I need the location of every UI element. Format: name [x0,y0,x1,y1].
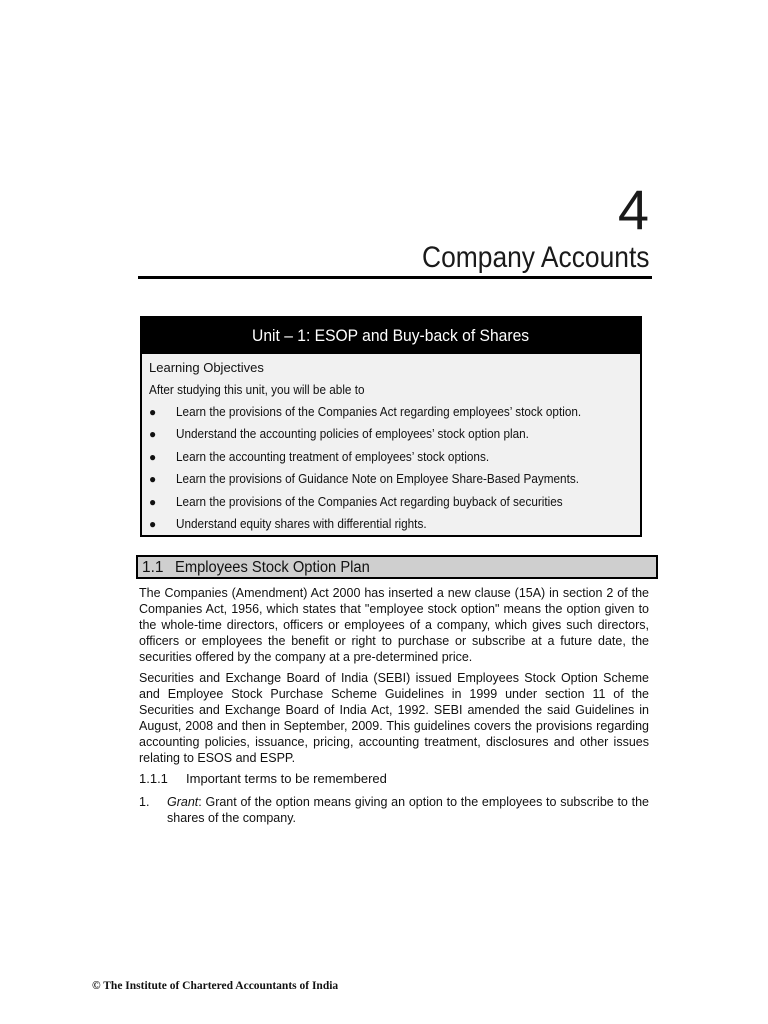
section-heading [136,555,658,579]
section-title: Employees Stock Option Plan [175,559,370,576]
title-divider [138,276,652,279]
footer-copyright: © The Institute of Chartered Accountants of India [92,980,339,992]
term-number: 1. [139,795,150,809]
term-body [167,794,649,826]
unit-header-text: Unit – 1: ESOP and Buy-back of Shares [252,326,530,345]
bullet-icon: ● [149,427,157,442]
learning-objectives-heading: Learning Objectives [149,360,264,375]
objective-text: Understand the accounting policies of employees’ stock option plan. [176,427,529,442]
objective-text: Learn the provisions of the Companies Act regarding buyback of securities [176,494,563,509]
term-definition: : Grant of the option means giving an option to the employees to subscribe to the shares of the company. [167,795,649,825]
bullet-icon: ● [149,472,157,487]
chapter-number: 4 [617,178,649,241]
bullet-icon: ● [149,494,157,509]
objective-text: Learn the provisions of the Companies Act regarding employees’ stock option. [176,405,582,419]
subsection-title: Important terms to be remembered [186,771,387,786]
subsection-number: 1.1.1 [139,771,168,786]
term-list-item [139,794,649,826]
body-paragraph: The Companies (Amendment) Act 2000 has inserted a new clause (15A) in section 2 of the Companies Act, 1956, which states that "employee stock option" means the option given to the whole-time directors, officers or employees of a company, which gives such directors, officers or employees the benefit or right to purchase or subscribe at a future date, the securities offered by the company at a pre-determined price. [139,586,649,664]
chapter-title: Company Accounts [421,241,649,274]
objective-text: Learn the accounting treatment of employees’ stock options. [176,449,490,464]
bullet-icon: ● [149,516,157,531]
body-paragraph: Securities and Exchange Board of India (SEBI) issued Employees Stock Option Scheme and Employee Stock Purchase Scheme Guidelines in 1999 under section 11 of the Securities and Exchange Board of India Act, 1992. SEBI amended the said Guidelines in August, 2008 and then in September, 2009. This guidelines covers the provisions regarding accounting policies, issuance, pricing, accounting treatment, disclosures and other issues relating to ESOS and ESPP. [139,671,649,765]
unit-objectives-box [140,316,642,537]
unit-header [142,318,640,354]
objective-text: Learn the provisions of Guidance Note on Employee Share-Based Payments. [176,472,579,487]
objective-text: Understand equity shares with differential rights. [176,516,427,531]
learning-objectives-intro: After studying this unit, you will be able to [149,383,365,397]
subsection-heading [139,771,387,787]
bullet-icon: ● [149,405,157,419]
bullet-icon: ● [149,449,157,464]
term-name: Grant [167,795,199,809]
section-number: 1.1 [142,559,164,576]
